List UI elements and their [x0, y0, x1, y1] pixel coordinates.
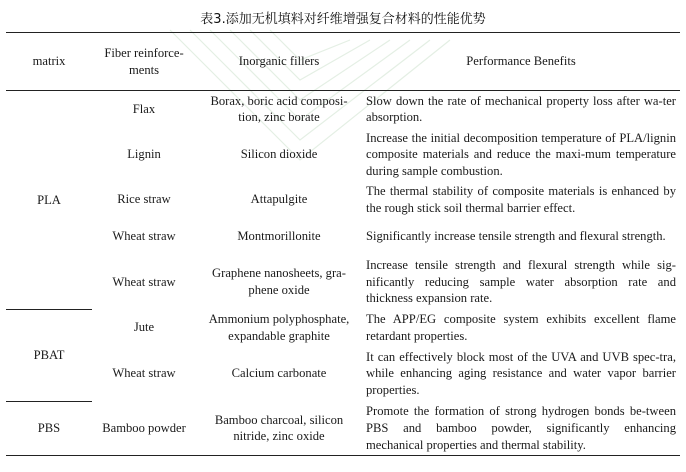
fillers-cell: Montmorillonite	[237, 228, 321, 243]
fillers-cell: Attapulgite	[250, 192, 308, 207]
table-row	[6, 182, 680, 218]
fillers-cell: Ammonium polyphosphate, expandable graphite	[208, 311, 350, 343]
fiber-cell: Wheat straw	[112, 274, 176, 289]
fiber-cell: Flax	[132, 101, 156, 116]
table-row	[6, 91, 680, 128]
table-title: 表3.添加无机填料对纤维增强复合材料的性能优势	[200, 12, 486, 27]
table-row	[6, 255, 680, 310]
fiber-cell: Lignin	[127, 147, 161, 162]
fiber-cell: Rice straw	[117, 192, 171, 207]
benefits-cell: The APP/EG composite system exhibits excellent flame retardant properties.	[366, 311, 676, 343]
header-matrix: matrix	[6, 33, 92, 91]
table-row	[6, 128, 680, 182]
table-row	[6, 402, 680, 456]
fiber-cell: Wheat straw	[112, 228, 176, 243]
benefits-cell: It can effectively block most of the UVA and UVB spec-tra, while enhancing aging resistance and water vapor barrier properties.	[366, 349, 676, 397]
benefits-cell: The thermal stability of composite materials is enhanced by the rough stick soil thermal barrier effect.	[366, 183, 676, 215]
matrix-cell-pbs: PBS	[6, 402, 92, 456]
matrix-cell-pla: PLA	[6, 91, 92, 310]
fillers-table	[6, 32, 680, 456]
benefits-cell: Increase the initial decomposition temperature of PLA/lignin composite materials and reduce the maxi-mum temperature during sample combustion.	[366, 130, 676, 178]
benefits-cell: Slow down the rate of mechanical property loss after wa-ter absorption.	[366, 93, 676, 125]
table-row	[6, 310, 680, 346]
fillers-cell: Bamboo charcoal, silicon nitride, zinc oxide	[196, 402, 362, 456]
fiber-cell: Wheat straw	[112, 366, 176, 381]
table-row	[6, 218, 680, 255]
fillers-cell: Silicon dioxide	[240, 147, 318, 162]
fillers-cell: Borax, boric acid composi-tion, zinc borate	[210, 93, 348, 125]
benefits-cell: Promote the formation of strong hydrogen bonds be-tween PBS and bamboo powder, significantly enhancing mechanical properties and thermal stability.	[362, 402, 680, 456]
header-benefits: Performance Benefits	[362, 33, 680, 91]
matrix-cell-pbat: PBAT	[6, 310, 92, 402]
benefits-cell: Significantly increase tensile strength and flexural strength.	[366, 228, 666, 243]
table-row	[6, 346, 680, 402]
fiber-cell: Bamboo powder	[92, 402, 196, 456]
benefits-cell: Increase tensile strength and flexural strength while sig-nificantly reducing sample water absorption rate and thickness expansion rate.	[366, 258, 676, 306]
fillers-cell: Graphene nanosheets, gra-phene oxide	[212, 266, 346, 297]
fillers-cell: Calcium carbonate	[231, 366, 327, 381]
header-fillers: Inorganic fillers	[196, 33, 362, 91]
header-row	[6, 33, 680, 91]
fiber-cell: Jute	[133, 320, 155, 335]
header-fiber: Fiber reinforce-ments	[92, 33, 196, 91]
